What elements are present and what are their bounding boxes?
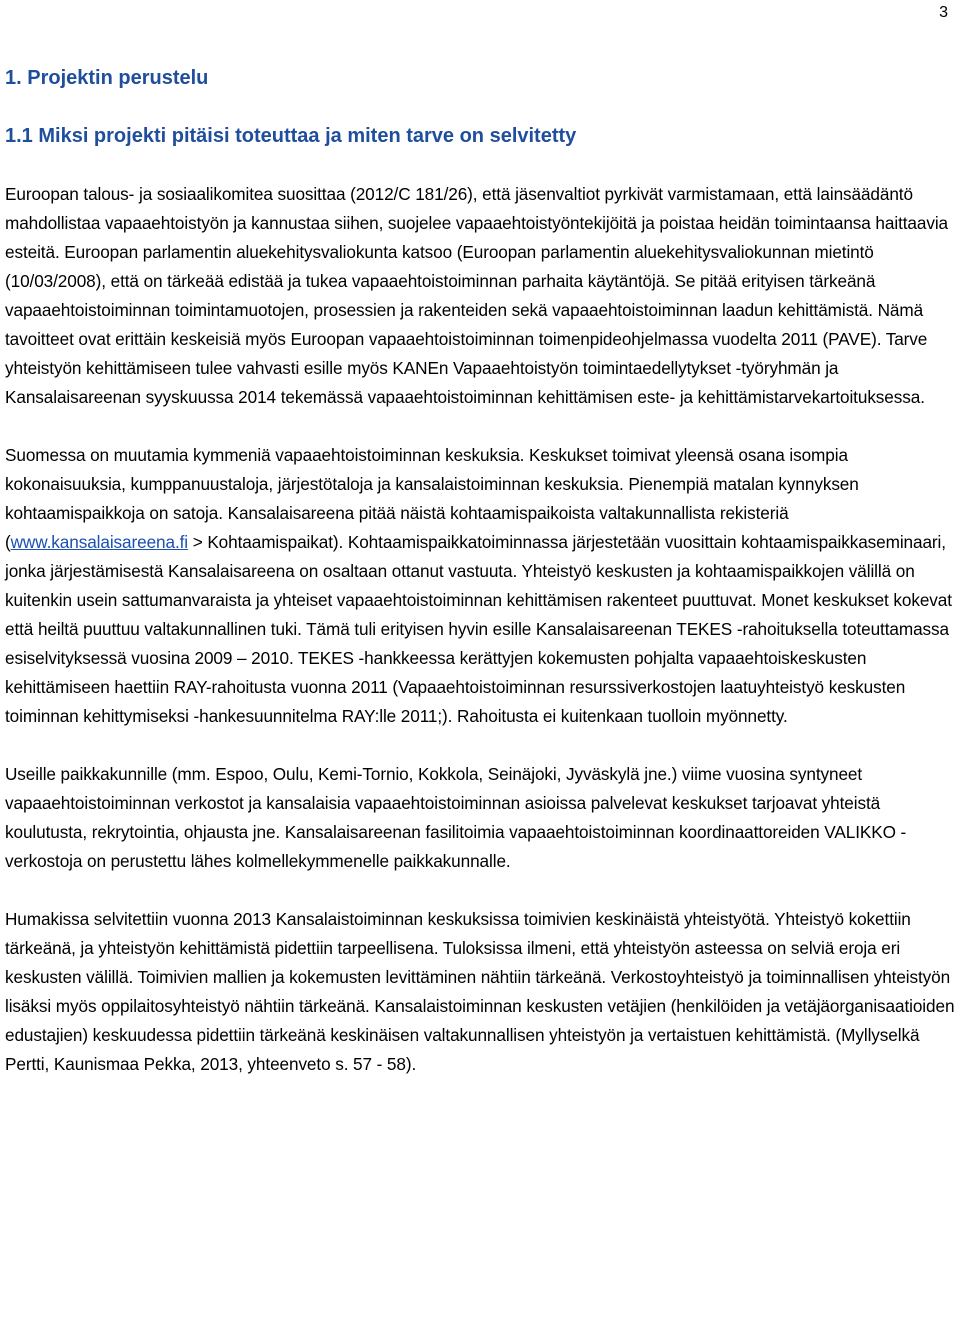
subsection-heading: 1.1 Miksi projekti pitäisi toteuttaa ja miten tarve on selvitetty: [5, 125, 577, 147]
page-number: 3: [939, 4, 948, 21]
paragraph-local-networks: Useille paikkakunnille (mm. Espoo, Oulu, Kemi-Tornio, Kokkola, Seinäjoki, Jyväskylä jne.) viime vuosina syntyneet vapaaehtoistoiminnan verkostot ja kansalaisia vapaaehtoistoiminnan asioissa palvelevat keskukset tarjoavat yhteistä koulutusta, rekrytointia, ohjausta jne. Kansalaisareenan fasilitoimia vapaaehtoistoiminnan koordinaattoreiden VALIKKO -verkostoja on perustettu lähes kolmellekymmenelle paikkakunnalle.: [5, 764, 907, 871]
paragraph-volunteer-centres: [5, 441, 955, 731]
paragraph-text-after-link: > Kohtaamispaikat). Kohtaamispaikkatoiminnassa järjestetään vuosittain kohtaamispaikkaseminaari, jonka järjestämisestä Kansalaisareena on osaltaan ottanut vastuuta. Yhteistyö keskusten ja kohtaamispaikkojen välillä on kuitenkin usein sattumanvaraista ja yhteiset vapaaehtoistoiminnan kehittämisen rakenteet puuttuvat. Monet keskukset kokevat että heiltä puuttuu valtakunnallinen tuki. Tämä tuli erityisen hyvin esille Kansalaisareenan TEKES -rahoituksella toteuttamassa esiselvityksessä vuosina 2009 – 2010. TEKES -hankkeessa kerättyjen kokemusten pohjalta vapaaehtoiskeskusten kehittämiseen haettiin RAY-rahoitusta vuonna 2011 (Vapaaehtoistoiminnan resurssiverkostojen laatuyhteistyö keskusten toiminnan kehittymiseksi -hankesuunnitelma RAY:lle 2011;). Rahoitusta ei kuitenkaan tuolloin myönnetty.: [5, 532, 952, 726]
paragraph-text-before-link: Suomessa on muutamia kymmeniä vapaaehtoistoiminnan keskuksia. Keskukset toimivat yleensä osana isompia kokonaisuuksia, kumppanuustaloja, järjestötaloja ja kansalaistoiminnan keskuksia. Pienempiä matalan kynnyksen kohtaamispaikkoja on satoja. Kansalaisareena pitää näistä kohtaamispaikoista valtakunnallista rekisteriä (: [5, 445, 859, 552]
document-body: [5, 64, 955, 1079]
paragraph-humak-study: Humakissa selvitettiin vuonna 2013 Kansalaistoiminnan keskuksissa toimivien keskinäistä yhteistyötä. Yhteistyö kokettiin tärkeänä, ja yhteistyön kehittämistä pidettiin tarpeellisena. Tuloksissa ilmeni, että yhteistyön asteessa on selviä eroja eri keskusten välillä. Toimivien mallien ja kokemusten levittäminen nähtiin tärkeänä. Verkostoyhteistyö ja toiminnallisen yhteistyön lisäksi myös oppilaitosyhteistyö nähtiin tärkeänä. Kansalaistoiminnan keskusten vetäjien (henkilöiden ja vetäjäorganisaatioiden edustajien) keskuudessa pidettiin tärkeänä keskinäisen valtakunnallisen yhteistyön ja vertaistuen kehittämistä. (Myllyselkä Pertti, Kaunismaa Pekka, 2013, yhteenveto s. 57 - 58).: [5, 909, 955, 1074]
section-heading: 1. Projektin perustelu: [5, 67, 209, 89]
kansalaisareena-link[interactable]: www.kansalaisareena.fi: [10, 532, 189, 552]
paragraph-eu-recommendations: Euroopan talous- ja sosiaalikomitea suosittaa (2012/C 181/26), että jäsenvaltiot pyrkivät varmistamaan, että lainsäädäntö mahdollistaa vapaaehtoistyön ja kannustaa siihen, suojelee vapaaehtoistyöntekijöitä ja poistaa heidän toimintaansa haittaavia esteitä. Euroopan parlamentin aluekehitysvaliokunta katsoo (Euroopan parlamentin aluekehitysvaliokunnan mietintö (10/03/2008), että on tärkeää edistää ja tukea vapaaehtoistoiminnan parhaita käytäntöjä. Se pitää erityisen tärkeänä vapaaehtoistoiminnan toimintamuotojen, prosessien ja rakenteiden sekä vapaaehtoistoiminnan laadun kehittämistä. Nämä tavoitteet ovat erittäin keskeisiä myös Euroopan vapaaehtoistoiminnan toimenpideohjelmassa vuodelta 2011 (PAVE). Tarve yhteistyön kehittämiseen tulee vahvasti esille myös KANEn Vapaaehtoistyön toimintaedellytykset -työryhmän ja Kansalaisareenan syyskuussa 2014 tekemässä vapaaehtoistoiminnan kehittämisen este- ja kehittämistarvekartoituksessa.: [5, 184, 949, 407]
